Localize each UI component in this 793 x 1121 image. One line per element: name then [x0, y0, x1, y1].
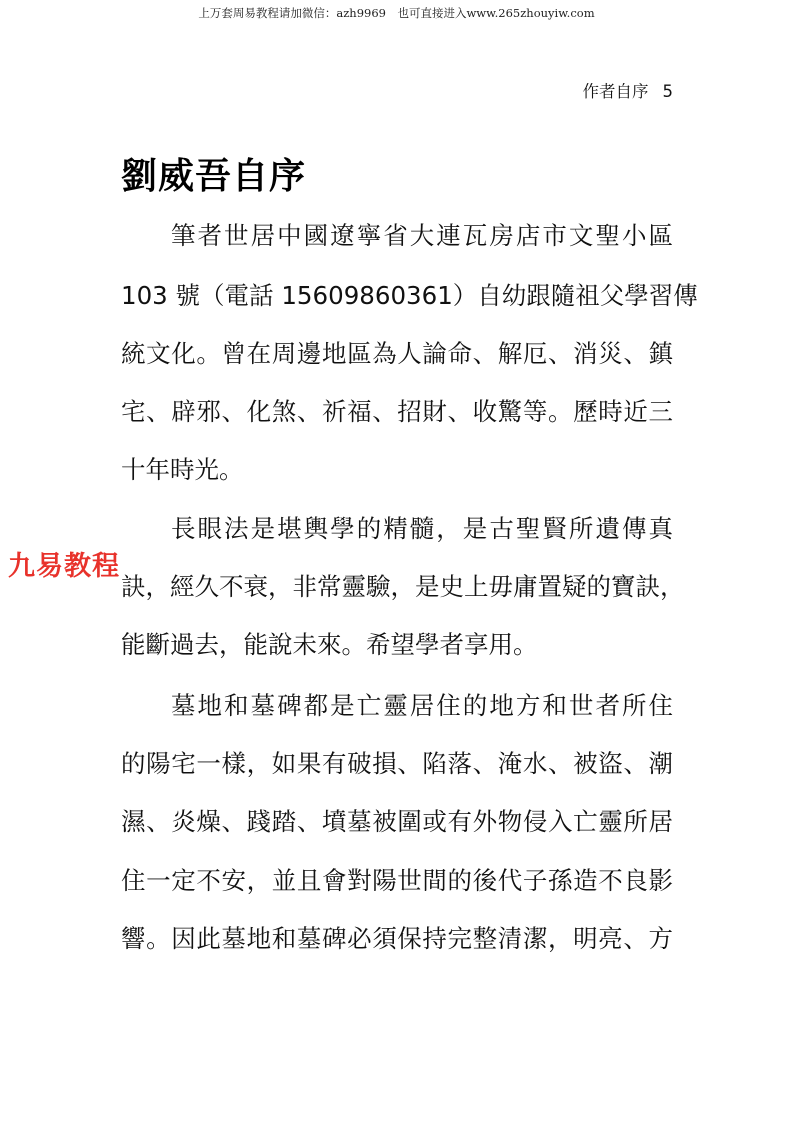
- body-line-1: 筆者世居中國遼寧省大連瓦房店市文聖小區: [171, 221, 673, 250]
- section-title: 作者自序: [582, 82, 649, 101]
- body-line-13: 響。因此墓地和墓碑必須保持完整清潔，明亮、方: [121, 924, 673, 953]
- body-line-2: 103 號（電話 15609860361）自幼跟隨祖父學習傳: [121, 281, 698, 310]
- body-line-8: 能斷過去，能說未來。希望學者享用。: [121, 630, 538, 659]
- body-line-6: 長眼法是堪輿學的精髓，是古聖賢所遺傳真: [171, 514, 673, 543]
- body-line-3: 統文化。曾在周邊地區為人論命、解厄、消災、鎮: [121, 339, 673, 368]
- watermark-logo: 九易教程: [8, 551, 120, 582]
- running-header: [583, 78, 674, 102]
- body-line-9: 墓地和墓碑都是亡靈居住的地方和世者所住: [171, 691, 673, 720]
- page-number: 5: [662, 82, 673, 101]
- body-line-5: 十年時光。: [121, 455, 244, 484]
- page-title: 劉威吾自序: [121, 155, 307, 197]
- body-line-11: 濕、炎燥、踐踏、墳墓被圍或有外物侵入亡靈所居: [121, 807, 673, 836]
- body-line-4: 宅、辟邪、化煞、祈福、招財、收驚等。歷時近三: [121, 397, 673, 426]
- top-banner: 上万套周易教程请加微信：azh9969 也可直接进入www.265zhouyiw.com: [198, 6, 595, 20]
- body-line-12: 住一定不安，並且會對陽世間的後代子孫造不良影: [121, 866, 673, 895]
- body-line-10: 的陽宅一樣，如果有破損、陷落、淹水、被盜、潮: [121, 749, 673, 778]
- body-line-7: 訣，經久不衰，非常靈驗，是史上毋庸置疑的寶訣，: [121, 572, 685, 601]
